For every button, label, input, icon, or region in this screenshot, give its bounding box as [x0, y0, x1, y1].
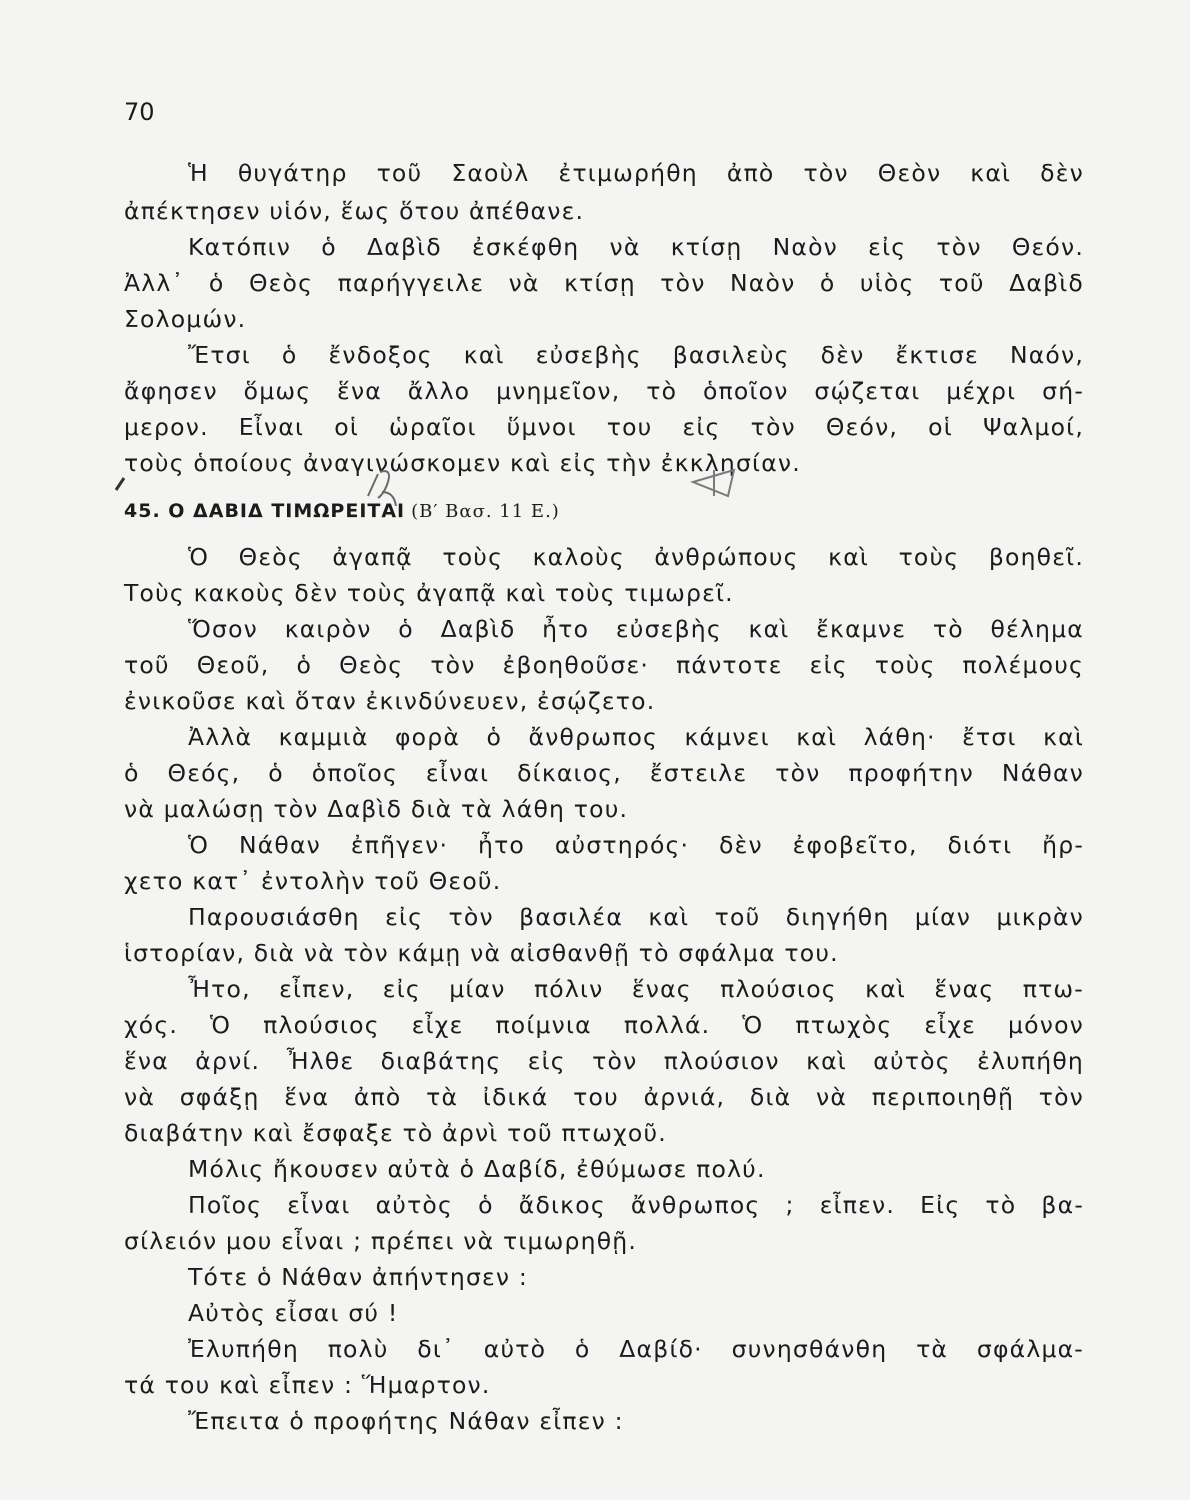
text-line: σίλειόν μου εἶναι ; πρέπει νὰ τιμωρηθῇ.	[124, 1227, 638, 1255]
text-line: Ἀλλὰ καμμιὰ φορὰ ὁ ἄνθρωπος κάμνει καὶ λάθη· ἔτσι καὶ	[188, 723, 1084, 751]
page-number: 70	[124, 98, 155, 126]
text-line: χός. Ὁ πλούσιος εἶχε ποίμνια πολλά. Ὁ πτωχὸς εἶχε μόνον	[124, 1011, 1084, 1039]
text-line: Ἡ θυγάτηρ τοῦ Σαοὺλ ἐτιμωρήθη ἀπὸ τὸν Θεὸν καὶ δὲν	[188, 159, 1084, 187]
text-line: Κατόπιν ὁ Δαβὶδ ἐσκέφθη νὰ κτίσῃ Ναὸν εἰς τὸν Θεόν.	[188, 233, 1084, 261]
text-line: τοὺς ὁποίους ἀναγινώσκομεν καὶ εἰς τὴν ἐκκλησίαν.	[124, 449, 801, 477]
text-line: ἀπέκτησεν υἱόν, ἕως ὅτου ἀπέθανε.	[124, 197, 585, 225]
text-line: Τοὺς κακοὺς δὲν τοὺς ἀγαπᾷ καὶ τοὺς τιμωρεῖ.	[124, 579, 734, 607]
text-line: Τότε ὁ Νάθαν ἀπήντησεν :	[188, 1263, 529, 1291]
text-line: ἕνα ἀρνί. Ἦλθε διαβάτης εἰς τὸν πλούσιον καὶ αὐτὸς ἐλυπήθη	[124, 1047, 1084, 1075]
section-heading	[124, 500, 560, 522]
text-line: ἐνικοῦσε καὶ ὅταν ἐκινδύνευεν, ἐσῴζετο.	[124, 687, 656, 715]
text-line: Ἦτο, εἶπεν, εἰς μίαν πόλιν ἕνας πλούσιος καὶ ἕνας πτω-	[188, 975, 1084, 1003]
text-line: Ἀλλ᾽ ὁ Θεὸς παρήγγειλε νὰ κτίσῃ τὸν Ναὸν ὁ υἱὸς τοῦ Δαβὶδ	[124, 269, 1084, 297]
text-line: νὰ μαλώσῃ τὸν Δαβὶδ διὰ τὰ λάθη του.	[124, 795, 629, 823]
text-line: νὰ σφάξῃ ἕνα ἀπὸ τὰ ἰδικά του ἀρνιά, διὰ νὰ περιποιηθῇ τὸν	[124, 1083, 1084, 1111]
text-line: ὁ Θεός, ὁ ὁποῖος εἶναι δίκαιος, ἔστειλε τὸν προφήτην Νάθαν	[124, 759, 1084, 787]
text-line: τοῦ Θεοῦ, ὁ Θεὸς τὸν ἐβοηθοῦσε· πάντοτε εἰς τοὺς πολέμους	[124, 651, 1084, 679]
text-line: Μόλις ἤκουσεν αὐτὰ ὁ Δαβίδ, ἐθύμωσε πολύ.	[188, 1155, 766, 1183]
text-line: τά του καὶ εἶπεν : Ἥμαρτον.	[124, 1371, 491, 1399]
text-line: χετο κατ᾽ ἐντολὴν τοῦ Θεοῦ.	[124, 867, 502, 895]
text-line: Ποῖος εἶναι αὐτὸς ὁ ἄδικος ἄνθρωπος ; εἶπεν. Εἰς τὸ βα-	[188, 1191, 1084, 1219]
text-line: μερον. Εἶναι οἱ ὡραῖοι ὕμνοι του εἰς τὸν Θεόν, οἱ Ψαλμοί,	[124, 413, 1084, 441]
text-line: Παρουσιάσθη εἰς τὸν βασιλέα καὶ τοῦ διηγήθη μίαν μικρὰν	[188, 903, 1084, 931]
text-line: Σολομών.	[124, 305, 247, 333]
section-reference: (Β′ Βασ. 11 Ε.)	[411, 501, 560, 522]
text-line: Ἔπειτα ὁ προφήτης Νάθαν εἶπεν :	[188, 1407, 624, 1435]
text-line: διαβάτην καὶ ἔσφαξε τὸ ἀρνὶ τοῦ πτωχοῦ.	[124, 1119, 667, 1147]
text-line: Ὁ Νάθαν ἐπῆγεν· ἦτο αὐστηρός· δὲν ἐφοβεῖτο, διότι ἤρ-	[188, 831, 1084, 859]
text-line: ἄφησεν ὅμως ἕνα ἄλλο μνημεῖον, τὸ ὁποῖον σῴζεται μέχρι σή-	[124, 377, 1084, 405]
section-title: 45. Ο ΔΑΒΙΔ ΤΙΜΩΡΕΙΤΑΙ	[124, 500, 406, 522]
text-line: Ὁ Θεὸς ἀγαπᾷ τοὺς καλοὺς ἀνθρώπους καὶ τοὺς βοηθεῖ.	[188, 543, 1084, 571]
text-line: Ἐλυπήθη πολὺ δι᾽ αὐτὸ ὁ Δαβίδ· συνησθάνθη τὰ σφάλμα-	[188, 1335, 1084, 1363]
text-line: ἱστορίαν, διὰ νὰ τὸν κάμῃ νὰ αἰσθανθῇ τὸ σφάλμα του.	[124, 939, 839, 967]
text-line: Ἔτσι ὁ ἔνδοξος καὶ εὐσεβὴς βασιλεὺς δὲν ἔκτισε Ναόν,	[188, 341, 1084, 369]
text-line: Ὅσον καιρὸν ὁ Δαβὶδ ἦτο εὐσεβὴς καὶ ἔκαμνε τὸ θέλημα	[188, 615, 1084, 643]
text-line: Αὐτὸς εἶσαι σύ !	[188, 1299, 399, 1327]
